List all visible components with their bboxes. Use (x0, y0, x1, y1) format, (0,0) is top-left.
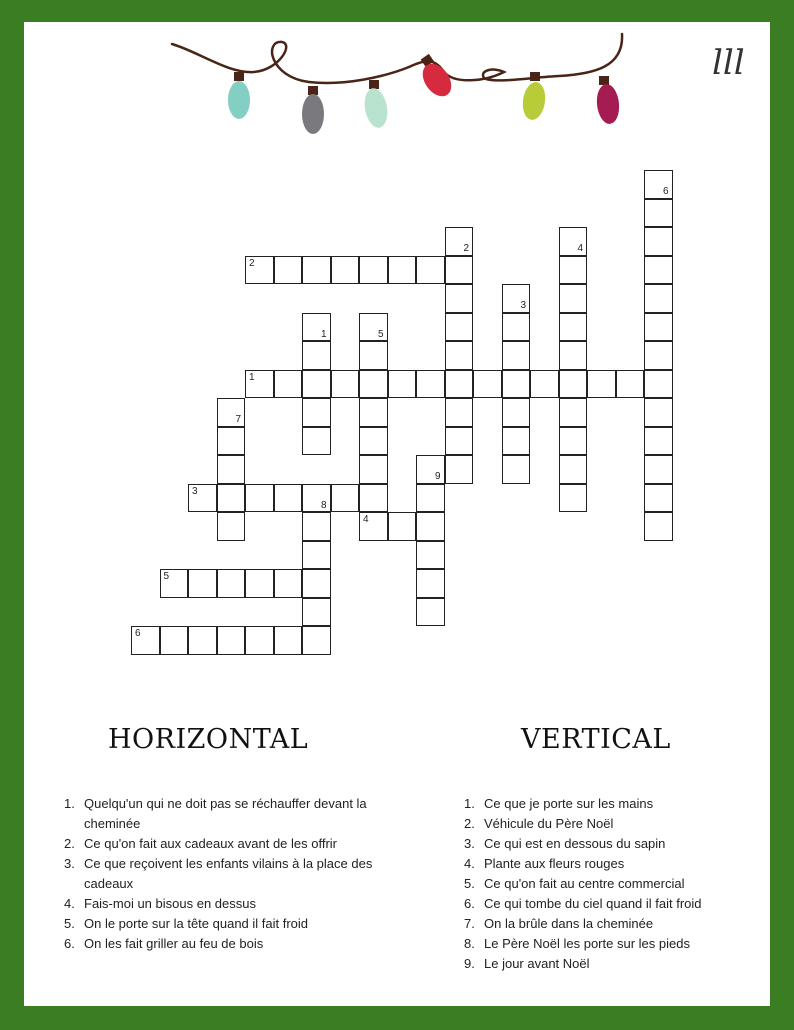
across-number-6: 6 (135, 628, 141, 639)
grid-cell[interactable] (245, 569, 274, 598)
vertical-clue-1 (464, 794, 764, 814)
grid-cell[interactable] (359, 341, 388, 370)
grid-cell[interactable] (302, 569, 331, 598)
grid-cell[interactable] (445, 398, 474, 427)
down-number-9: 9 (435, 471, 441, 482)
grid-cell[interactable] (331, 484, 360, 513)
grid-cell[interactable] (644, 227, 673, 256)
grid-cell[interactable] (274, 626, 303, 655)
grid-cell[interactable] (302, 398, 331, 427)
vertical-clue-3 (464, 834, 764, 854)
grid-cell[interactable] (359, 427, 388, 456)
across-number-1: 1 (249, 371, 255, 383)
vertical-clue-list (464, 794, 764, 974)
grid-cell[interactable] (274, 484, 303, 513)
clue-text: On le porte sur la tête quand il fait froid (84, 916, 309, 931)
clue-number: 2. (64, 836, 75, 851)
grid-cell[interactable] (502, 341, 531, 370)
grid-cell[interactable] (445, 256, 474, 285)
grid-cell[interactable] (416, 484, 445, 513)
grid-cell[interactable] (359, 455, 388, 484)
grid-cell[interactable] (644, 370, 673, 399)
grid-cell[interactable] (559, 256, 588, 285)
grid-cell[interactable] (331, 370, 360, 399)
grid-cell[interactable] (388, 512, 417, 541)
down-number-2: 2 (463, 243, 470, 254)
clue-text: Ce qui tombe du ciel quand il fait froid (484, 896, 702, 911)
grid-cell[interactable] (217, 484, 246, 513)
grid-cell[interactable] (217, 512, 246, 541)
down-number-6: 6 (663, 186, 669, 197)
grid-cell[interactable] (530, 370, 559, 399)
grid-cell[interactable] (502, 313, 531, 342)
grid-cell[interactable] (302, 256, 331, 285)
grid-cell[interactable] (616, 370, 645, 399)
grid-cell[interactable] (359, 256, 388, 285)
grid-cell[interactable] (644, 455, 673, 484)
grid-cell[interactable] (445, 284, 474, 313)
vertical-clue-2 (464, 814, 764, 834)
light-bulb-1 (228, 72, 250, 119)
grid-cell[interactable] (274, 370, 303, 399)
grid-cell[interactable] (502, 398, 531, 427)
grid-cell[interactable] (416, 569, 445, 598)
grid-cell[interactable] (217, 569, 246, 598)
grid-cell[interactable] (388, 256, 417, 285)
clue-text: Le jour avant Noël (484, 956, 590, 971)
grid-cell[interactable] (359, 484, 388, 513)
grid-cell[interactable] (644, 512, 673, 541)
grid-cell[interactable] (559, 313, 588, 342)
grid-cell[interactable] (274, 256, 303, 285)
clue-number: 2. (464, 816, 475, 831)
light-bulb-2 (302, 86, 324, 134)
vertical-clue-4 (464, 854, 764, 874)
grid-cell[interactable] (445, 455, 474, 484)
grid-cell[interactable] (502, 455, 531, 484)
grid-cell[interactable] (302, 512, 331, 541)
grid-cell[interactable] (388, 370, 417, 399)
light-bulb-3 (362, 80, 391, 130)
worksheet-page (24, 22, 770, 1006)
grid-cell[interactable] (644, 341, 673, 370)
horizontal-clue-3 (64, 854, 414, 894)
grid-cell[interactable] (445, 370, 474, 399)
clue-text: Ce qu'on fait aux cadeaux avant de les offrir (84, 836, 338, 851)
grid-cell[interactable] (245, 484, 274, 513)
clue-text: Ce que reçoivent les enfants vilains à la place des cadeaux (84, 856, 373, 891)
down-number-4: 4 (577, 243, 584, 254)
horizontal-clue-6 (64, 934, 414, 954)
down-number-5: 5 (378, 328, 384, 340)
clue-text: Le Père Noël les porte sur les pieds (484, 936, 690, 951)
monogram-logo: lll (712, 43, 745, 83)
grid-cell[interactable] (644, 199, 673, 228)
across-number-2: 2 (249, 257, 255, 269)
clue-text: Véhicule du Père Noël (484, 816, 614, 831)
grid-cell[interactable] (644, 484, 673, 513)
grid-cell[interactable] (559, 370, 588, 399)
clue-text: Fais-moi un bisous en dessus (84, 896, 256, 911)
grid-cell[interactable] (559, 427, 588, 456)
horizontal-clue-2 (64, 834, 414, 854)
clue-number: 7. (464, 916, 475, 931)
clue-text: Ce que je porte sur les mains (484, 796, 654, 811)
grid-cell[interactable] (302, 626, 331, 655)
vertical-clue-8 (464, 934, 764, 954)
clue-text: On la brûle dans la cheminée (484, 916, 654, 931)
vertical-clue-7 (464, 914, 764, 934)
grid-cell[interactable] (445, 341, 474, 370)
grid-cell[interactable] (559, 484, 588, 513)
grid-cell[interactable] (644, 427, 673, 456)
clue-text: Ce qu'on fait au centre commercial (484, 876, 685, 891)
grid-cell[interactable] (416, 598, 445, 627)
grid-cell[interactable] (644, 313, 673, 342)
clue-number: 3. (464, 836, 475, 851)
grid-cell[interactable] (445, 313, 474, 342)
vertical-clue-6 (464, 894, 764, 914)
clue-number: 8. (464, 936, 475, 951)
clue-number: 1. (64, 796, 75, 811)
grid-cell[interactable] (416, 541, 445, 570)
down-number-8: 8 (321, 499, 327, 511)
grid-cell[interactable] (559, 284, 588, 313)
grid-cell[interactable] (217, 455, 246, 484)
grid-cell[interactable] (502, 370, 531, 399)
grid-cell[interactable] (302, 598, 331, 627)
grid-cell[interactable] (160, 626, 189, 655)
light-bulb-6 (595, 76, 621, 125)
across-number-4: 4 (363, 514, 369, 525)
grid-cell[interactable] (274, 569, 303, 598)
grid-cell[interactable] (245, 626, 274, 655)
grid-cell[interactable] (473, 370, 502, 399)
grid-cell[interactable] (416, 370, 445, 399)
down-number-3: 3 (520, 300, 527, 311)
grid-cell[interactable] (644, 398, 673, 427)
vertical-clue-5 (464, 874, 764, 894)
grid-cell[interactable] (302, 370, 331, 399)
clue-number: 6. (464, 896, 475, 911)
clue-text: Ce qui est en dessous du sapin (484, 836, 666, 851)
vertical-clue-9 (464, 954, 764, 974)
grid-cell[interactable] (217, 626, 246, 655)
grid-cell[interactable] (302, 541, 331, 570)
grid-cell[interactable] (559, 455, 588, 484)
horizontal-heading: HORIZONTAL (108, 724, 309, 755)
grid-cell[interactable] (587, 370, 616, 399)
grid-cell[interactable] (188, 569, 217, 598)
clue-number: 3. (64, 856, 75, 871)
grid-cell[interactable] (416, 256, 445, 285)
clue-number: 5. (64, 916, 75, 931)
grid-cell[interactable] (331, 256, 360, 285)
across-number-5: 5 (163, 571, 170, 582)
grid-cell[interactable] (359, 398, 388, 427)
grid-cell[interactable] (559, 398, 588, 427)
down-number-1: 1 (321, 328, 327, 340)
down-number-7: 7 (235, 414, 242, 425)
grid-cell[interactable] (502, 427, 531, 456)
clue-text: On les fait griller au feu de bois (84, 936, 264, 951)
clue-number: 6. (64, 936, 75, 951)
horizontal-clue-1 (64, 794, 414, 834)
grid-cell[interactable] (445, 427, 474, 456)
grid-cell[interactable] (302, 341, 331, 370)
clue-number: 9. (464, 956, 475, 971)
clue-text: Quelqu'un qui ne doit pas se réchauffer devant la cheminée (84, 796, 367, 831)
grid-cell[interactable] (644, 256, 673, 285)
grid-cell[interactable] (416, 512, 445, 541)
grid-cell[interactable] (188, 626, 217, 655)
clue-text: Plante aux fleurs rouges (484, 856, 625, 871)
christmas-lights-garland (24, 22, 770, 152)
clue-number: 4. (464, 856, 475, 871)
grid-cell[interactable] (302, 427, 331, 456)
clue-number: 5. (464, 876, 475, 891)
horizontal-clue-list (64, 794, 414, 954)
across-number-3: 3 (192, 485, 198, 497)
grid-cell[interactable] (359, 370, 388, 399)
grid-cell[interactable] (644, 284, 673, 313)
vertical-heading: VERTICAL (521, 724, 671, 755)
clue-number: 4. (64, 896, 75, 911)
horizontal-clue-4 (64, 894, 414, 914)
horizontal-clue-5 (64, 914, 414, 934)
grid-cell[interactable] (217, 427, 246, 456)
clue-number: 1. (464, 796, 475, 811)
grid-cell[interactable] (559, 341, 588, 370)
